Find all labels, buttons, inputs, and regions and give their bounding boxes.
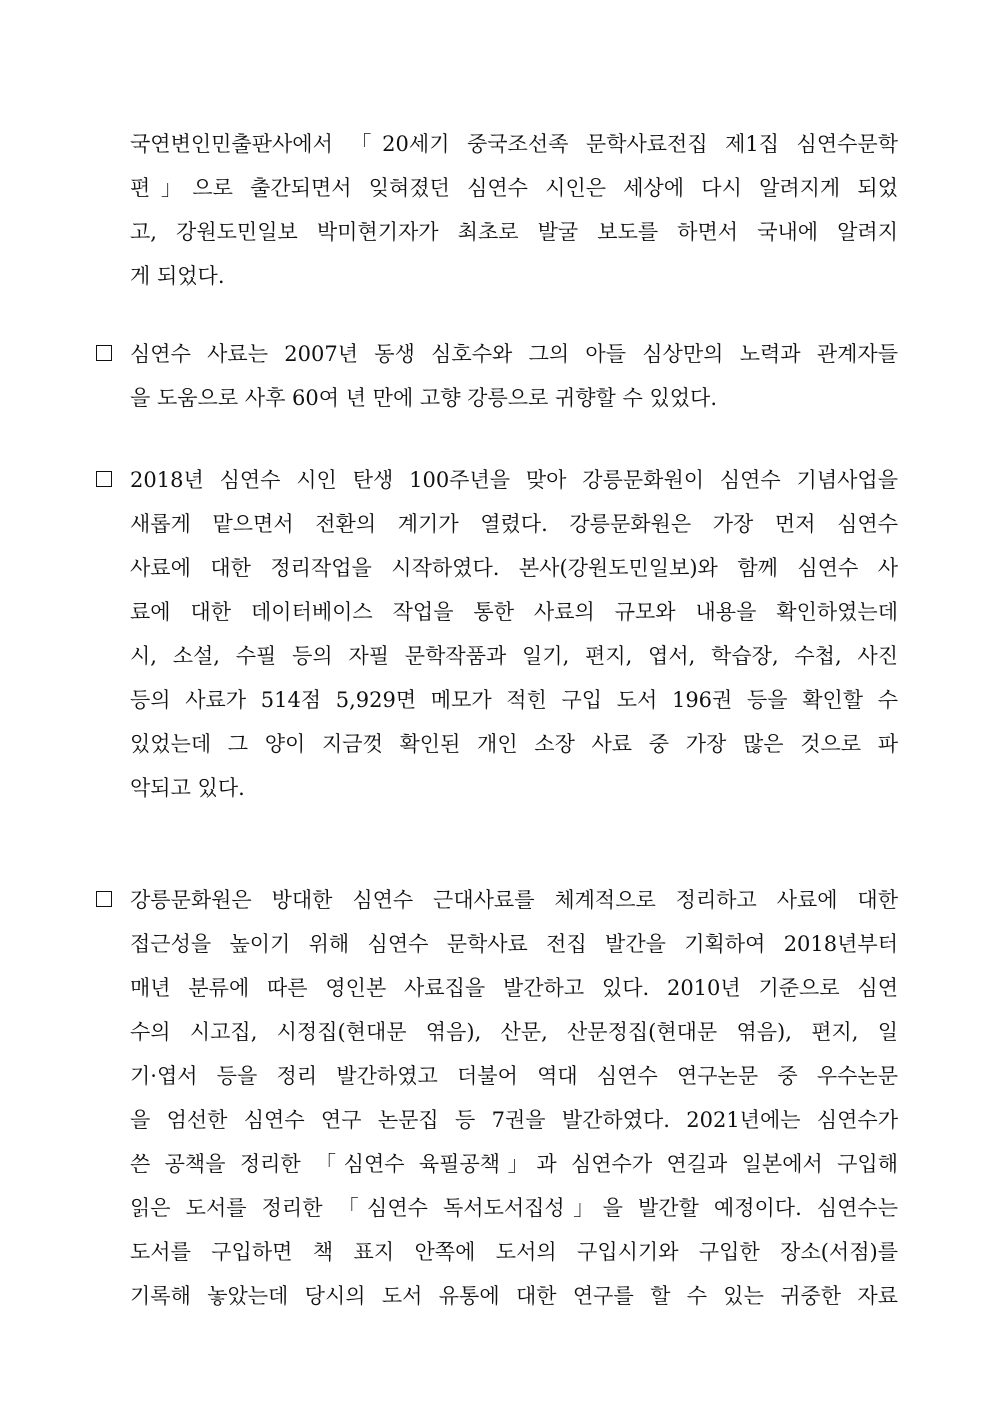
text-line: 매년 분류에 따른 영인본 사료집을 발간하고 있다. 2010년 기준으로 심연 (130, 976, 898, 1000)
text-line: 사료에 대한 정리작업을 시작하였다. 본사(강원도민일보)와 함께 심연수 사 (130, 556, 898, 580)
checkbox-bullet-icon (96, 471, 112, 487)
text-line: 고, 강원도민일보 박미현기자가 최초로 발굴 보도를 하면서 국내에 알려지 (130, 220, 898, 244)
text-line: 있었는데 그 양이 지금껏 확인된 개인 소장 사료 중 가장 많은 것으로 파 (130, 732, 898, 756)
text-line: 도서를 구입하면 책 표지 안쪽에 도서의 구입시기와 구입한 장소(서점)를 (130, 1240, 898, 1264)
text-line: 게 되었다. (130, 264, 225, 288)
bullet-line (92, 458, 898, 502)
checkbox-bullet-icon (96, 891, 112, 907)
text-line: 새롭게 맡으면서 전환의 계기가 열렸다. 강릉문화원은 가장 먼저 심연수 (130, 512, 898, 536)
text-line: 쓴 공책을 정리한 「심연수 육필공책」과 심연수가 연길과 일본에서 구입해 (130, 1152, 898, 1176)
paragraph-4 (92, 878, 898, 1318)
text-line: 수의 시고집, 시정집(현대문 엮음), 산문, 산문정집(현대문 엮음), 편지, 일 (130, 1020, 898, 1044)
text-line: 을 도움으로 사후 60여 년 만에 고향 강릉으로 귀향할 수 있었다. (130, 386, 718, 410)
text-line: 시, 소설, 수필 등의 자필 문학작품과 일기, 편지, 엽서, 학습장, 수첩, 사진 (130, 644, 898, 668)
text-line: 읽은 도서를 정리한 「심연수 독서도서집성」을 발간할 예정이다. 심연수는 (130, 1196, 898, 1220)
text-line: 강릉문화원은 방대한 심연수 근대사료를 체계적으로 정리하고 사료에 대한 (130, 888, 898, 912)
text-line: 편」으로 출간되면서 잊혀졌던 심연수 시인은 세상에 다시 알려지게 되었 (130, 176, 898, 200)
text-line: 을 엄선한 심연수 연구 논문집 등 7권을 발간하였다. 2021년에는 심연수가 (130, 1108, 898, 1132)
text-line: 접근성을 높이기 위해 심연수 문학사료 전집 발간을 기획하여 2018년부터 (130, 932, 898, 956)
checkbox-bullet-icon (96, 345, 112, 361)
text-line: 악되고 있다. (130, 776, 245, 800)
text-line: 기록해 놓았는데 당시의 도서 유통에 대한 연구를 할 수 있는 귀중한 자료 (130, 1284, 898, 1308)
text-line: 국연변인민출판사에서 「20세기 중국조선족 문학사료전집 제1집 심연수문학 (130, 132, 898, 156)
paragraph-3 (92, 458, 898, 810)
text-line: 기·엽서 등을 정리 발간하였고 더불어 역대 심연수 연구논문 중 우수논문 (130, 1064, 898, 1088)
text-line: 2018년 심연수 시인 탄생 100주년을 맞아 강릉문화원이 심연수 기념사업을 (130, 468, 898, 492)
bullet-line (92, 332, 898, 376)
text-line: 료에 대한 데이터베이스 작업을 통한 사료의 규모와 내용을 확인하였는데 (130, 600, 898, 624)
text-line: 등의 사료가 514점 5,929면 메모가 적힌 구입 도서 196권 등을 확인할 수 (130, 688, 898, 712)
paragraph-2 (92, 332, 898, 420)
paragraph-1 (92, 122, 898, 298)
text-line: 심연수 사료는 2007년 동생 심호수와 그의 아들 심상만의 노력과 관계자들 (130, 342, 898, 366)
bullet-line (92, 878, 898, 922)
